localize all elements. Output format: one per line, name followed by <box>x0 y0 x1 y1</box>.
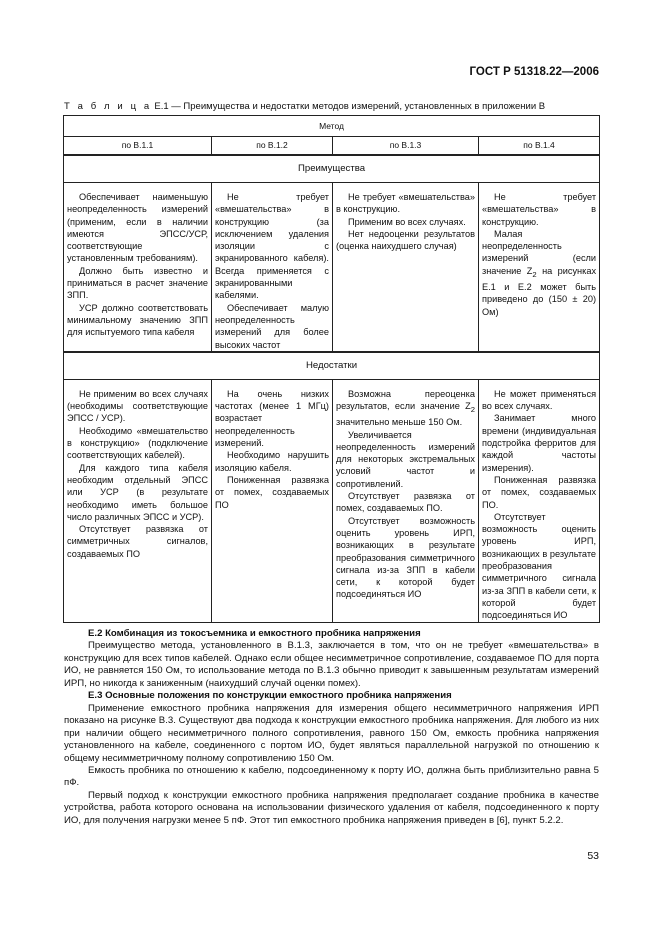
page-number: 53 <box>587 850 599 862</box>
cell-text: Отсутствует развязка от симметричных сигналов, создаваемых ПО <box>67 524 208 559</box>
cell-text: Обеспечивает наименьшую неопределенность измерений (применим, если в наличии имеются ЭПСС/УСР, соответствующие установленным требованиям). <box>67 192 208 264</box>
cell-text <box>336 388 475 429</box>
advantages-cell-2 <box>212 183 333 352</box>
section-e2-paragraph: Преимущество метода, установленного в В.1.3, заключается в том, что он не требует «вмешательства» в конструкцию для всех типов кабелей. Однако если общее несимметричное сопротивление, создаваемое ПО для порта ИО, не равняется 150 Ом, то использование метода по В.1.3 обычно приводит к завышенным результатам измерений ИРП, но никогда к заниженным (наихудший случай оценки помех). <box>64 640 599 689</box>
cell-text: Отсутствует возможность оценить уровень ИРП, возникающих в результате преобразования симметричного сигнала из-за ЗПП в кабели сети, к которой будет подсоединяться ИО <box>482 511 597 621</box>
method-col-2: по В.1.2 <box>212 137 333 156</box>
section-e3-paragraph-2: Емкость пробника по отношению к кабелю, подсоединенному к порту ИО, должна быть приблизительно равна 5 пФ. <box>64 764 599 789</box>
cell-text: Не требует «вмешательства» в конструкцию (за исключением удаления изоляции с экранированного кабеля). Всегда применяется с экранированными кабелями. <box>215 192 329 301</box>
cell-text: Пониженная развязка от помех, создаваемых ПО <box>215 474 329 510</box>
disadvantages-cell-3 <box>333 379 479 622</box>
body-text <box>64 628 599 827</box>
cell-text: Отсутствует возможность оценить уровень ИРП, возникающих в результате преобразования симметричного сигнала из-за ЗПП в кабели сети, к которой будет подсоединяться ИО <box>336 515 475 600</box>
cell-text: Необходимо «вмешательство в конструкцию» (подключение соответствующих кабелей). <box>67 425 208 461</box>
cell-text: Не может применяться во всех случаях. <box>482 388 597 412</box>
section-e3-title: Е.3 Основные положения по конструкции емкостного пробника напряжения <box>88 690 452 702</box>
cell-text: УСР должно соответствовать минимальному значению ЗПП для испытуемого типа кабеля <box>67 302 208 338</box>
disadvantages-cell-2 <box>212 379 333 622</box>
caption-prefix: Т а б л и ц а <box>64 101 152 112</box>
disadvantages-cell-1 <box>64 379 212 622</box>
cell-text: Увеличивается неопределенность измерений для некоторых экстремальных условий частот и сопротивлений. <box>336 429 475 489</box>
section-e3-paragraph-3: Первый подход к конструкции емкостного пробника напряжения предполагает создание пробника в качестве устройства, работа которого основана на использовании физического удаления от кабеля, подсоединенного к порту ИО, для получения нагрузки менее 5 пФ. Этот тип емкостного пробника напряжения приведен в [6], пункт 5.2.2. <box>64 789 599 826</box>
cell-text: Нет недооценки результатов (оценка наихудшего случая) <box>336 228 475 252</box>
disadvantages-cell-4 <box>479 379 600 622</box>
cell-text: Применим во всех случаях. <box>348 216 466 227</box>
table-caption <box>64 101 545 112</box>
cell-text: Не требует «вмешательства» в конструкцию. <box>336 192 475 215</box>
advantages-cell-1 <box>64 183 212 352</box>
cell-text: Необходимо нарушить изоляцию кабеля. <box>215 450 329 473</box>
cell-text <box>482 228 596 318</box>
cell-text: Для каждого типа кабеля необходим отдельный ЭПСС или УСР (в результате необходимо иметь большое число различных ЭПСС и УСР). <box>67 462 208 522</box>
caption-text: Е.1 — Преимущества и недостатки методов измерений, установленных в приложении В <box>151 101 546 112</box>
advantages-cell-4 <box>479 183 600 352</box>
cell-text: Не применим во всех случаях (необходимы соответствующие ЭПСС / УСР). <box>67 388 208 424</box>
advantages-cell-3 <box>333 183 479 352</box>
cell-text: Должно быть известно и приниматься в расчет значение ЗПП. <box>67 265 208 301</box>
method-col-1: по В.1.1 <box>64 137 212 156</box>
cell-text: Пониженная развязка от помех, создаваемых ПО. <box>482 474 597 510</box>
method-header: Метод <box>64 116 600 137</box>
cell-text-part: Малая неопределенность измерений (если значение Z <box>482 228 597 276</box>
subscript: 2 <box>532 269 537 279</box>
method-col-4: по В.1.4 <box>479 137 600 156</box>
cell-text: Не требует «вмешательства» в конструкцию. <box>482 192 597 227</box>
advantages-header: Преимущества <box>64 155 600 183</box>
section-e3-paragraph-1: Применение емкостного пробника напряжения для измерения общего несимметричного напряжения ИРП показано на рисунке В.3. Существуют два подхода к конструкции емкостного пробника напряжения. Для любого из них при наличии общего несимметричного полного сопротивления, равного 150 Ом, емкость пробника напряжения установленного на кабеле, соединенного с портом ИО, будет являться параллельной нагрузкой по отношению к общему несимметричному полному сопротивлению 150 Ом. <box>64 702 599 764</box>
section-e2-title: Е.2 Комбинация из токосъемника и емкостного пробника напряжения <box>88 628 421 639</box>
cell-text: Обеспечивает малую неопределенность измерений для более высоких частот <box>215 302 329 350</box>
cell-text: Отсутствует развязка от помех, создаваемых ПО. <box>336 491 475 514</box>
disadvantages-header: Недостатки <box>64 352 600 380</box>
comparison-table <box>63 115 600 623</box>
method-col-3: по В.1.3 <box>333 137 479 156</box>
standard-designation: ГОСТ Р 51318.22—2006 <box>469 66 599 78</box>
cell-text: Занимает много времени (индивидуальная подстройка ферритов для каждой частоты измерения). <box>482 413 597 473</box>
cell-text: На очень низких частотах (менее 1 МГц) возрастает неопределенность измерений. <box>215 388 329 449</box>
subscript: 2 <box>470 404 475 414</box>
cell-text-part: Возможна переоценка результатов, если значение Z <box>336 388 475 412</box>
cell-text-part: на рисунках Е.1 и Е.2 может быть приведено до (150 ± 20) Ом) <box>482 265 597 317</box>
cell-text-part: значительно меньше 150 Ом. <box>336 417 463 428</box>
